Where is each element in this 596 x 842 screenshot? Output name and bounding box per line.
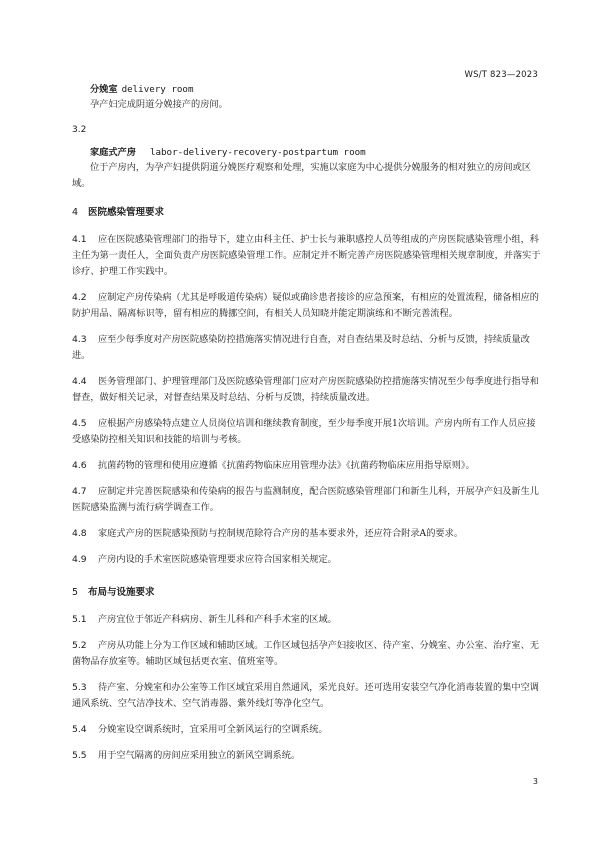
clause-4-8 [72,526,542,542]
term-delivery-room [72,82,542,113]
clause-text: 用于空气隔离的房间应采用独立的新风空调系统。 [98,750,301,761]
clause-4-9 [72,552,542,568]
term-definition: 位于产房内，为孕产妇提供阴道分娩医疗观察和处理，实施以家庭为中心提供分娩服务的相对独立的房间或区域。 [72,162,531,189]
section-heading-4 [72,205,542,220]
page-number: 3 [532,777,538,786]
clause-5-5 [72,748,542,764]
clause-number: 4.5 [72,418,87,429]
term-title [90,145,542,160]
term-title-cn: 分娩室 [90,84,118,95]
clause-number: 4.7 [72,486,87,497]
term-definition: 孕产妇完成阴道分娩接产的房间。 [90,99,228,110]
clause-text: 产房从功能上分为工作区域和辅助区域。工作区域包括孕产妇接收区、待产室、分娩室、办公室、治疗室、无菌物品存放室等。辅助区域包括更衣室、值班室等。 [72,640,539,667]
clause-number: 5.4 [72,724,87,735]
clause-number: 4.3 [72,334,87,345]
clause-4-2 [72,290,542,322]
term-title [90,82,542,97]
clause-5-4 [72,722,542,738]
clause-text: 应制定并完善医院感染和传染病的报告与监测制度，配合医院感染管理部门和新生儿科，开展孕产妇及新生儿医院感染监测与流行病学调查工作。 [72,486,539,513]
term-title-cn: 家庭式产房 [90,147,136,158]
section-title: 布局与设施要求 [88,587,155,598]
term-number: 3.2 [72,125,87,135]
clause-4-6 [72,458,542,474]
clause-number: 4.8 [72,528,87,539]
clause-5-3 [72,680,542,712]
clause-number: 4.4 [72,376,87,387]
clause-4-7 [72,484,542,516]
clause-number: 5.2 [72,640,87,651]
clause-4-5 [72,416,542,448]
clause-text: 应在医院感染管理部门的指导下，建立由科主任、护士长与兼职感控人员等组成的产房医院感染管理小组，科主任为第一责任人，全面负责产房医院感染管理工作。应制定并不断完善产房医院感染管理相关规章制度，并落实于诊疗、护理工作实践中。 [72,234,541,277]
clause-number: 4.9 [72,554,87,565]
clause-4-4 [72,374,542,406]
clause-5-1 [72,612,542,628]
clause-number: 5.5 [72,750,87,761]
section-number: 5 [72,587,79,598]
clause-text: 抗菌药物的管理和使用应遵循《抗菌药物临床应用管理办法》《抗菌药物临床应用指导原则》。 [98,460,475,471]
clause-text: 家庭式产房的医院感染预防与控制规范除符合产房的基本要求外，还应符合附录A的要求。 [98,528,463,539]
clause-number: 5.1 [72,614,87,625]
term-ldrp-room [72,123,542,192]
clause-text: 分娩室设空调系统时，宜采用可全新风运行的空调系统。 [98,724,328,735]
section-title: 医院感染管理要求 [88,207,165,218]
clause-5-2 [72,638,542,670]
clause-text: 医务管理部门、护理管理部门及医院感染管理部门应对产房医院感染防控措施落实情况至少每季度进行指导和督查，做好相关记录，对督查结果及时总结、分析与反馈，持续质量改进。 [72,376,539,403]
term-title-en: labor-delivery-recovery-postpartum room [149,147,366,158]
clause-4-1 [72,232,542,280]
clause-text: 待产室、分娩室和办公室等工作区域宜采用自然通风，采光良好。还可选用安装空气净化消毒装置的集中空调通风系统、空气洁净技术、空气消毒器、紫外线灯等净化空气。 [72,682,539,709]
clause-text: 产房内设的手术室医院感染管理要求应符合国家相关规定。 [98,554,337,565]
clause-text: 应制定产房传染病（尤其是呼吸道传染病）疑似或确诊患者接诊的应急预案，有相应的处置流程，储备相应的防护用品、隔离标识等，留有相应的腾挪空间，有相关人员知晓并能定期演练和不断完善流程。 [72,292,539,319]
section-heading-5 [72,585,542,600]
clause-number: 5.3 [72,682,87,693]
clause-number: 4.1 [72,234,87,245]
clause-text: 应至少每季度对产房医院感染防控措施落实情况进行自查，对自查结果及时总结、分析与反馈，持续质量改进。 [72,334,530,361]
clause-number: 4.2 [72,292,87,303]
clause-text: 产房宜位于邻近产科病房、新生儿科和产科手术室的区域。 [98,614,337,625]
section-number: 4 [72,207,79,218]
page-content [72,82,542,764]
clause-number: 4.6 [72,460,87,471]
term-title-en: delivery room [121,84,194,95]
clause-4-3 [72,332,542,364]
clause-text: 应根据产房感染特点建立人员岗位培训和继续教育制度，至少每季度开展1次培训。产房内所有工作人员应接受感染防控相关知识和技能的培训与考核。 [72,418,536,445]
document-code: WS/T 823—2023 [464,70,538,80]
